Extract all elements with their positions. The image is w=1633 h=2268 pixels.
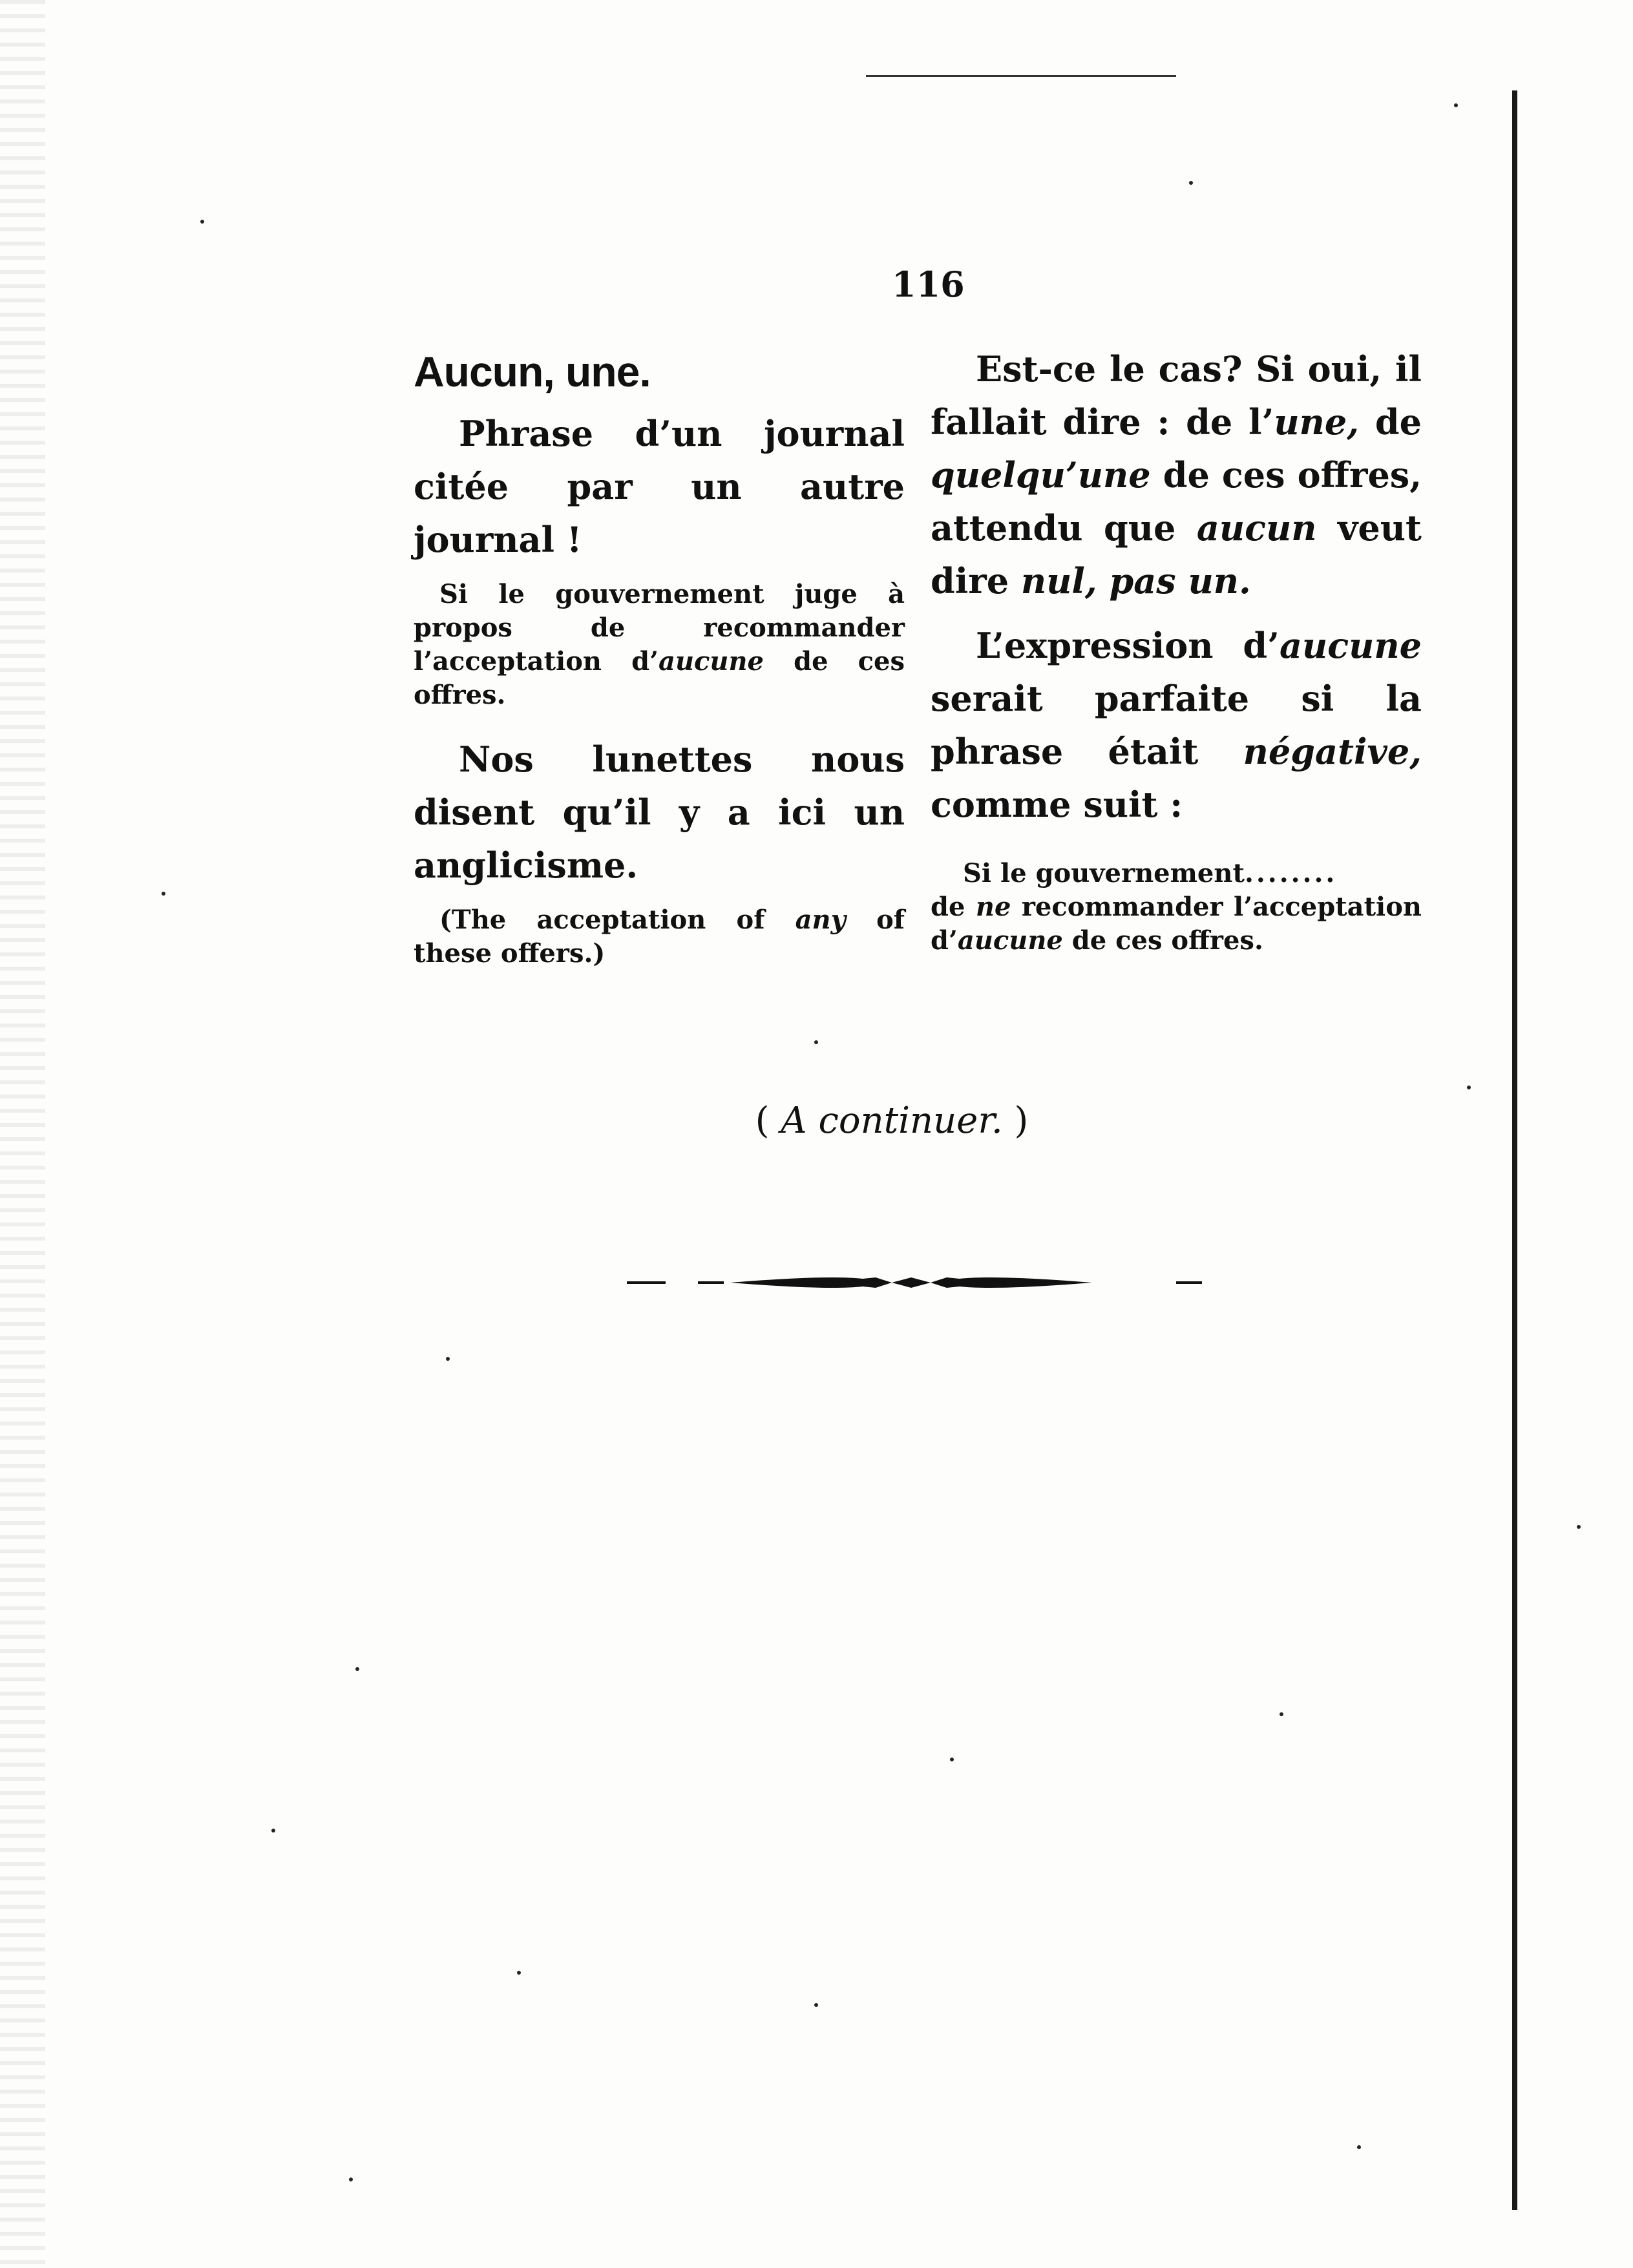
english-gloss: (The acceptation of any of these offers.) — [414, 905, 905, 969]
speckle — [271, 1829, 275, 1832]
paragraph: Nos lunettes nous disent qu’il y a ici un anglicisme. — [414, 739, 905, 886]
page-left-edge-shadow — [0, 0, 45, 2268]
speckle — [1280, 1712, 1283, 1716]
speckle — [349, 2178, 353, 2181]
speckle — [200, 220, 204, 224]
paragraph: Phrase d’un journal citée par un autre journal ! — [414, 413, 905, 560]
quoted-example: Si le gouvernement juge à propos de recommander l’acceptation d’aucune de ces offres. — [414, 579, 905, 710]
scan-top-mark — [866, 75, 1176, 77]
speckle — [1467, 1086, 1471, 1089]
speckle — [1189, 181, 1193, 185]
speckle — [446, 1357, 450, 1361]
speckle — [1577, 1525, 1581, 1529]
right-column — [931, 342, 1422, 978]
speckle — [517, 1971, 521, 1975]
speckle — [355, 1667, 359, 1671]
ornament-divider — [620, 1263, 1215, 1302]
page-number: 116 — [892, 264, 965, 305]
entry-heading: Aucun, une. — [414, 348, 651, 395]
left-column — [414, 342, 905, 991]
continuation-note: ( A continuer. ) — [755, 1100, 1029, 1142]
paragraph: Est-ce le cas? Si oui, il fallait dire : de l’une, de quelqu’une de ces offres, attendu que aucun veut dire nul, pas un. — [931, 348, 1422, 602]
page-right-edge-line — [1512, 90, 1517, 2210]
paragraph: L’expression d’aucune serait parfaite si la phrase était négative, comme suit : — [931, 625, 1422, 825]
speckle — [1357, 2145, 1361, 2149]
speckle — [814, 1040, 818, 1044]
speckle — [1454, 103, 1458, 107]
speckle — [162, 892, 165, 896]
speckle — [814, 2003, 818, 2007]
speckle — [950, 1758, 954, 1761]
quoted-example: Si le gouvernement........ de ne recommander l’acceptation d’aucune de ces offres. — [931, 858, 1422, 956]
